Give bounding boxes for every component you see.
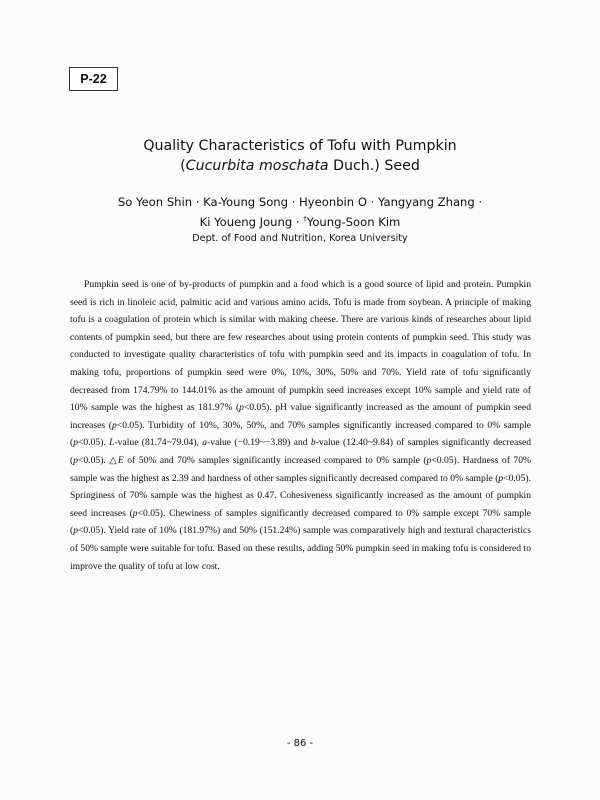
authors-line-1: So Yeon Shin · Ka-Young Song · Hyeonbin O · Yangyang Zhang · bbox=[117, 195, 483, 209]
corresponding-author-mark: † bbox=[303, 215, 307, 223]
page-number: - 86 - bbox=[286, 738, 314, 749]
title-line-2-rest: Duch.) Seed bbox=[328, 158, 420, 174]
affiliation: Dept. of Food and Nutrition, Korea University bbox=[192, 233, 408, 244]
abstract-body: Pumpkin seed is one of by-products of pumpkin and a food which is a good source of lipid and protein. Pumpkin seed is rich in linoleic acid, palmitic acid and various amino acids. Tofu is made from soybean. A principle of making tofu is a coagulation of protein which is similar with making cheese. There are various kinds of researches about lipid contents of pumpkin seed, but there are few researches about using protein contents of pumpkin seed. This study was conducted to investigate quality characteristics of tofu with pumpkin seed and its impacts in coagulation of tofu. In making tofu, proportions of pumpkin seed were 0%, 10%, 30%, 50% and 70%. Yield rate of tofu significantly decreased from 174.79% to 144.01% as the amount of pumpkin seed increases except 10% sample and yield rate of 10% sample was the highest as 181.97% (p<0.05). pH value significantly increased as the amount of pumpkin seed increases (p<0.05). Turbidity of 10%, 30%, 50%, and 70% samples significantly increased compared to 0% sample (p<0.05). L-value (81.74~79.04), a-value (−0.19~−3.89) and b-value (12.40~9.84) of samples significantly decreased (p<0.05). △E of 50% and 70% samples significantly increased compared to 0% sample (p<0.05). Hardness of 70% sample was the highest as 2.39 and hardness of other samples significantly decreased compared to 0% sample (p<0.05). Springiness of 70% sample was the highest as 0.47. Cohesiveness significantly increased as the amount of pumpkin seed increases (p<0.05). Chewiness of samples significantly decreased compared to 0% sample except 70% sample (p<0.05). Yield rate of 10% (181.97%) and 50% (151.24%) sample was comparatively high and textural characteristics of 50% sample were suitable for tofu. Based on these results, adding 50% pumpkin seed in making tofu is considered to improve the quality of tofu at low cost. bbox=[70, 279, 532, 572]
author-list bbox=[0, 194, 600, 231]
paper-title bbox=[0, 136, 600, 176]
authors-line-2: Ki Youeng Joung · †Young-Soon Kim bbox=[199, 215, 401, 229]
poster-code-label: P-22 bbox=[69, 67, 118, 91]
title-species-name: Cucurbita moschata bbox=[185, 158, 329, 174]
title-paren: ( bbox=[180, 158, 186, 174]
title-line-1: Quality Characteristics of Tofu with Pumpkin bbox=[143, 138, 457, 154]
title-line-2 bbox=[0, 156, 600, 176]
